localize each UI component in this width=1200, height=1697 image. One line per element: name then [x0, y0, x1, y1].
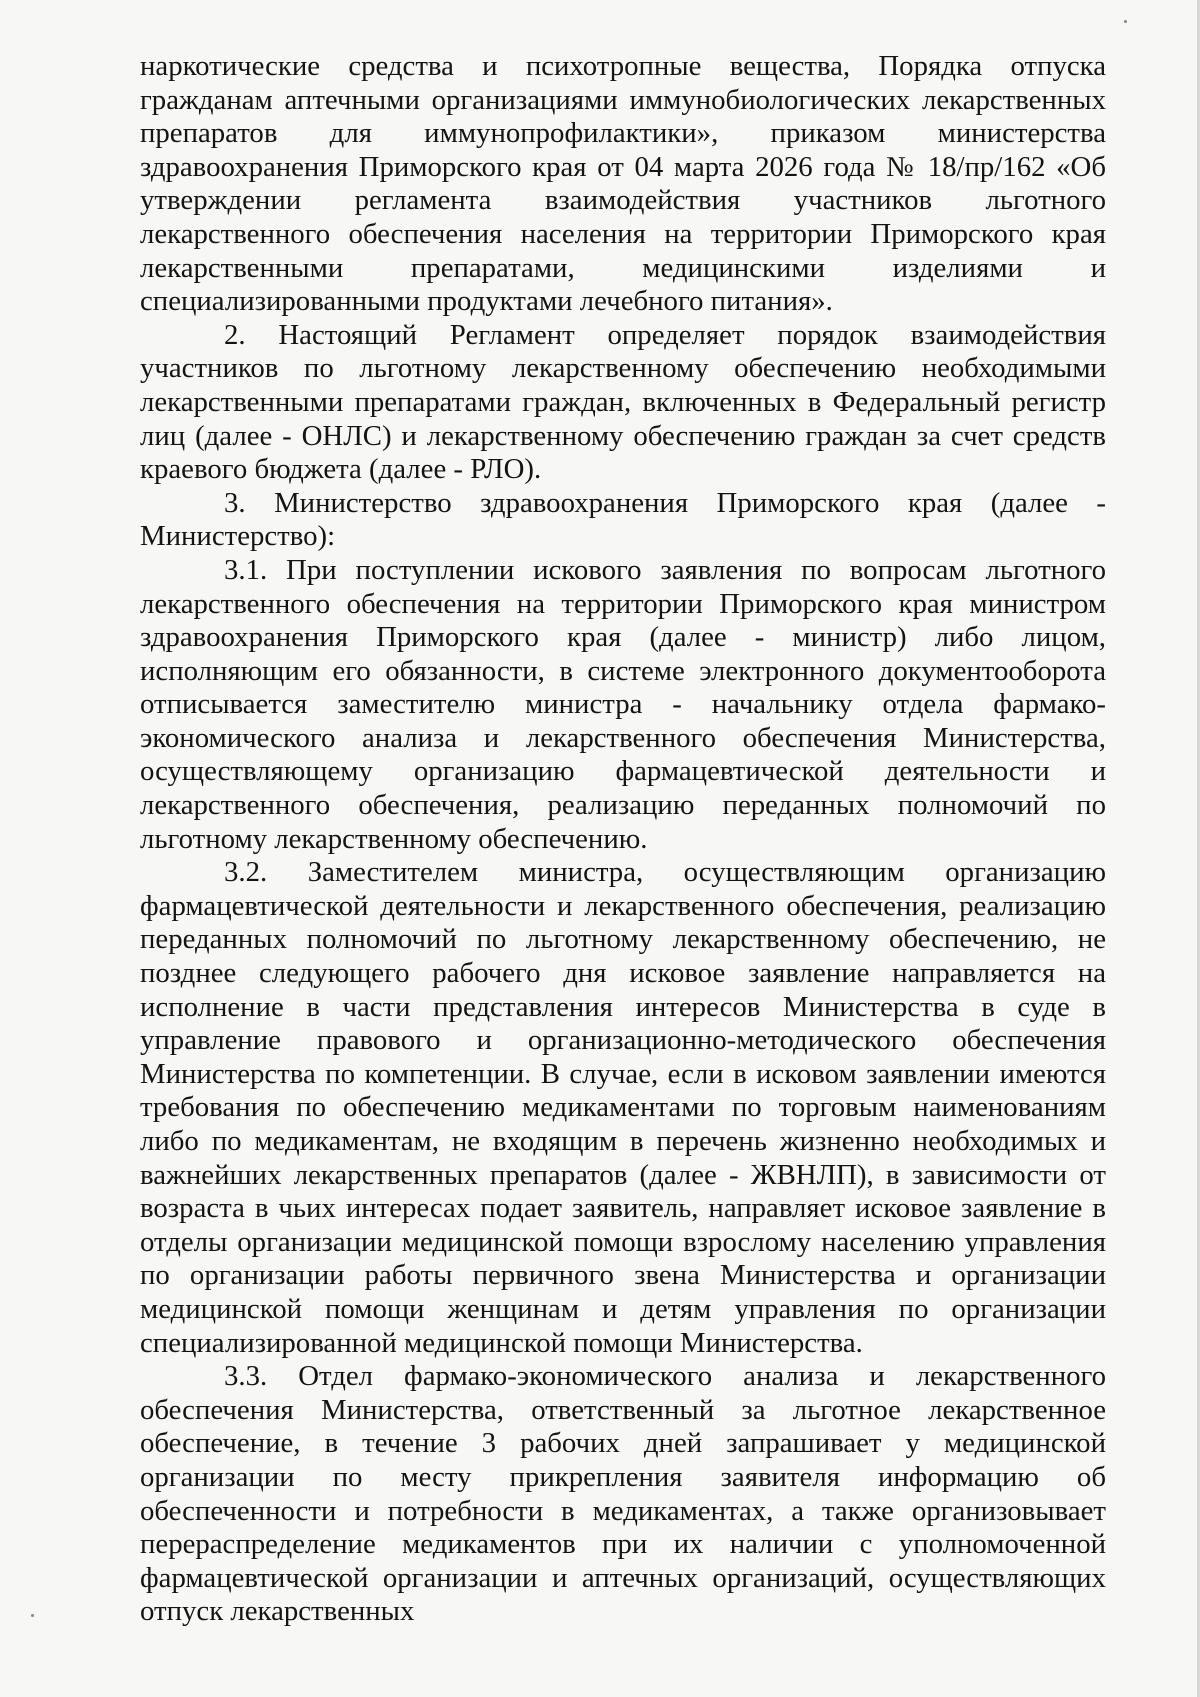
paragraph-3: 3. Министерство здравоохранения Приморского края (далее - Министерство): — [140, 486, 1106, 553]
document-body — [140, 50, 1106, 1629]
scan-speck — [1124, 20, 1127, 23]
paragraph-3-2: 3.2. Заместителем министра, осуществляющим организацию фармацевтической деятельности и лекарственного обеспечения, реализацию переданных полномочий по льготному лекарственному обеспечению, не позднее следующего рабочего дня исковое заявление направляется на исполнение в части представления интересов Министерства в суде в управление правового и организационно-методического обеспечения Министерства по компетенции. В случае, если в исковом заявлении имеются требования по обеспечению медикаментами по торговым наименованиям либо по медикаментам, не входящим в перечень жизненно необходимых и важнейших лекарственных препаратов (далее - ЖВНЛП), в зависимости от возраста в чьих интересах подает заявитель, направляет исковое заявление в отделы организации медицинской помощи взрослому населению управления по организации работы первичного звена Министерства и организации медицинской помощи женщинам и детям управления по организации специализированной медицинской помощи Министерства. — [140, 856, 1106, 1359]
paragraph-2: 2. Настоящий Регламент определяет порядок взаимодействия участников по льготному лекарственному обеспечению необходимыми лекарственными препаратами граждан, включенных в Федеральный регистр лиц (далее - ОНЛС) и лекарственному обеспечению граждан за счет средств краевого бюджета (далее - РЛО). — [140, 318, 1106, 486]
paragraph-3-1: 3.1. При поступлении искового заявления по вопросам льготного лекарственного обеспечения на территории Приморского края министром здравоохранения Приморского края (далее - министр) либо лицом, исполняющим его обязанности, в системе электронного документооборота отписывается заместителю министра - начальнику отдела фармако-экономического анализа и лекарственного обеспечения Министерства, осуществляющему организацию фармацевтической деятельности и лекарственного обеспечения, реализацию переданных полномочий по льготному лекарственному обеспечению. — [140, 553, 1106, 855]
paragraph-3-3: 3.3. Отдел фармако-экономического анализа и лекарственного обеспечения Министерства, ответственный за льготное лекарственное обеспечение, в течение 3 рабочих дней запрашивает у медицинской организации по месту прикрепления заявителя информацию об обеспеченности и потребности в медикаментах, а также организовывает перераспределение медикаментов при их наличии с уполномоченной фармацевтической организации и аптечных организаций, осуществляющих отпуск лекарственных — [140, 1360, 1106, 1628]
scan-speck — [31, 1614, 34, 1617]
paragraph-continuation: наркотические средства и психотропные вещества, Порядка отпуска гражданам аптечными организациями иммунобиологических лекарственных препаратов для иммунопрофилактики», приказом министерства здравоохранения Приморского края от 04 марта 2026 года № 18/пр/162 «Об утверждении регламента взаимодействия участников льготного лекарственного обеспечения населения на территории Приморского края лекарственными препаратами, медицинскими изделиями и специализированными продуктами лечебного питания». — [140, 50, 1106, 318]
